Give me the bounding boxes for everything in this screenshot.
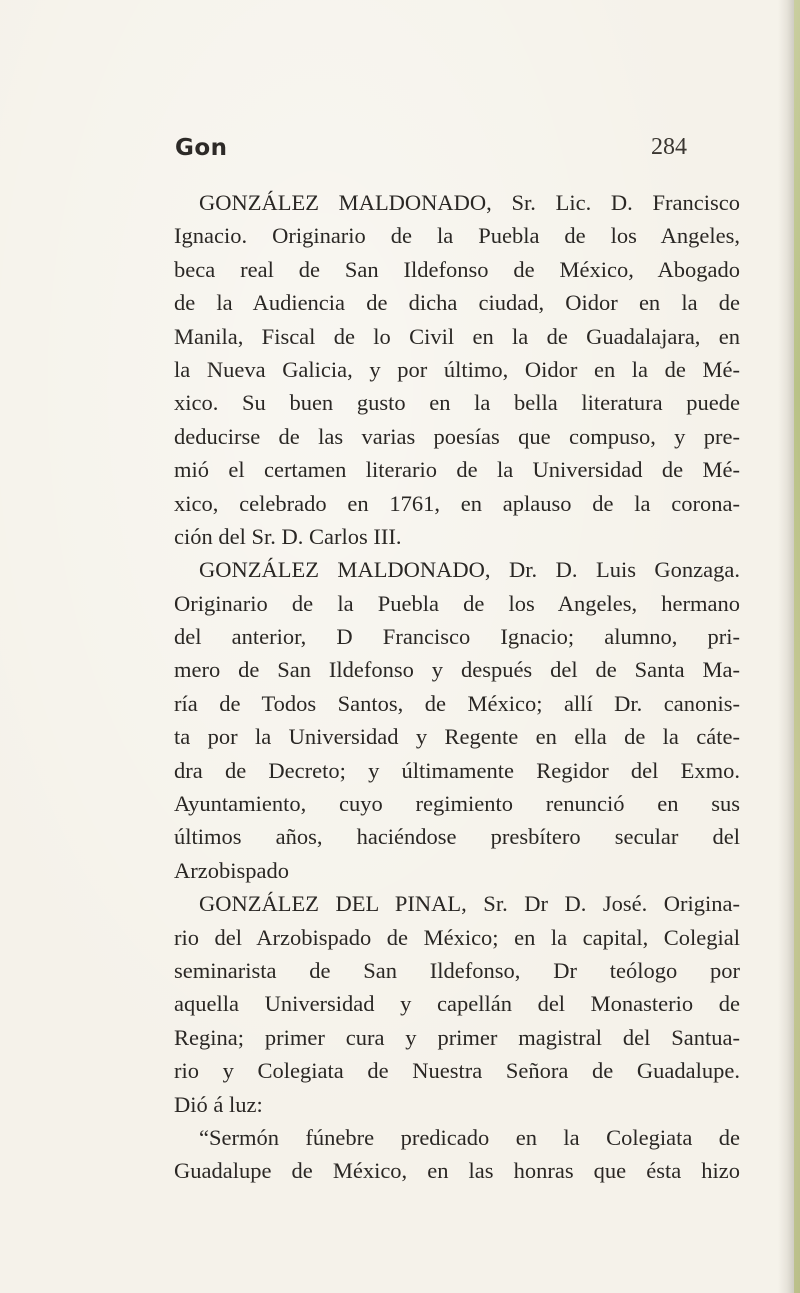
- text-line: Regina; primer cura y primer magistral del Santua-: [174, 1024, 740, 1050]
- body-text: [174, 186, 740, 1188]
- text-line: últimos años, haciéndose presbítero secular del: [174, 824, 740, 850]
- page-edge-strip: [794, 0, 800, 1293]
- text-line: de la Audiencia de dicha ciudad, Oidor en la de: [174, 290, 740, 316]
- text-line: xico. Su buen gusto en la bella literatura puede: [174, 390, 740, 416]
- text-line: Manila, Fiscal de lo Civil en la de Guadalajara, en: [174, 323, 740, 349]
- text-line: beca real de San Ildefonso de México, Abogado: [174, 256, 740, 282]
- text-line: aquella Universidad y capellán del Monasterio de: [174, 991, 740, 1017]
- text-line: Ayuntamiento, cuyo regimiento renunció en sus: [174, 791, 740, 817]
- text-line: mero de San Ildefonso y después del de Santa Ma-: [174, 657, 740, 683]
- text-line: Dió á luz:: [174, 1091, 263, 1117]
- running-head: Gon: [175, 135, 228, 161]
- text-line: del anterior, D Francisco Ignacio; alumno, pri-: [174, 624, 740, 650]
- text-line: GONZÁLEZ MALDONADO, Sr. Lic. D. Francisco: [199, 190, 740, 215]
- text-line: xico, celebrado en 1761, en aplauso de la corona-: [174, 490, 740, 516]
- text-line: la Nueva Galicia, y por último, Oidor en la de Mé-: [174, 356, 740, 382]
- text-line: GONZÁLEZ DEL PINAL, Sr. Dr D. José. Origina-: [199, 891, 740, 917]
- text-line: ría de Todos Santos, de México; allí Dr. canonis-: [174, 690, 740, 716]
- text-line: mió el certamen literario de la Universidad de Mé-: [174, 457, 740, 483]
- text-line: Ignacio. Originario de la Puebla de los Angeles,: [174, 223, 740, 249]
- text-line: rio y Colegiata de Nuestra Señora de Guadalupe.: [174, 1058, 740, 1084]
- text-line: “Sermón fúnebre predicado en la Colegiata de: [199, 1124, 740, 1150]
- text-line: ción del Sr. D. Carlos III.: [174, 523, 402, 549]
- text-line: ta por la Universidad y Regente en ella de la cáte-: [174, 724, 740, 750]
- text-line: rio del Arzobispado de México; en la capital, Colegial: [174, 924, 740, 950]
- text-line: deducirse de las varias poesías que compuso, y pre-: [174, 423, 740, 449]
- page-number: 284: [651, 134, 687, 160]
- text-line: seminarista de San Ildefonso, Dr teólogo por: [174, 957, 740, 983]
- text-line: Originario de la Puebla de los Angeles, hermano: [174, 590, 740, 616]
- text-line: Guadalupe de México, en las honras que ésta hizo: [174, 1158, 740, 1184]
- text-line: Arzobispado: [174, 857, 289, 883]
- text-line: dra de Decreto; y últimamente Regidor del Exmo.: [174, 757, 740, 783]
- text-line: GONZÁLEZ MALDONADO, Dr. D. Luis Gonzaga.: [199, 557, 740, 583]
